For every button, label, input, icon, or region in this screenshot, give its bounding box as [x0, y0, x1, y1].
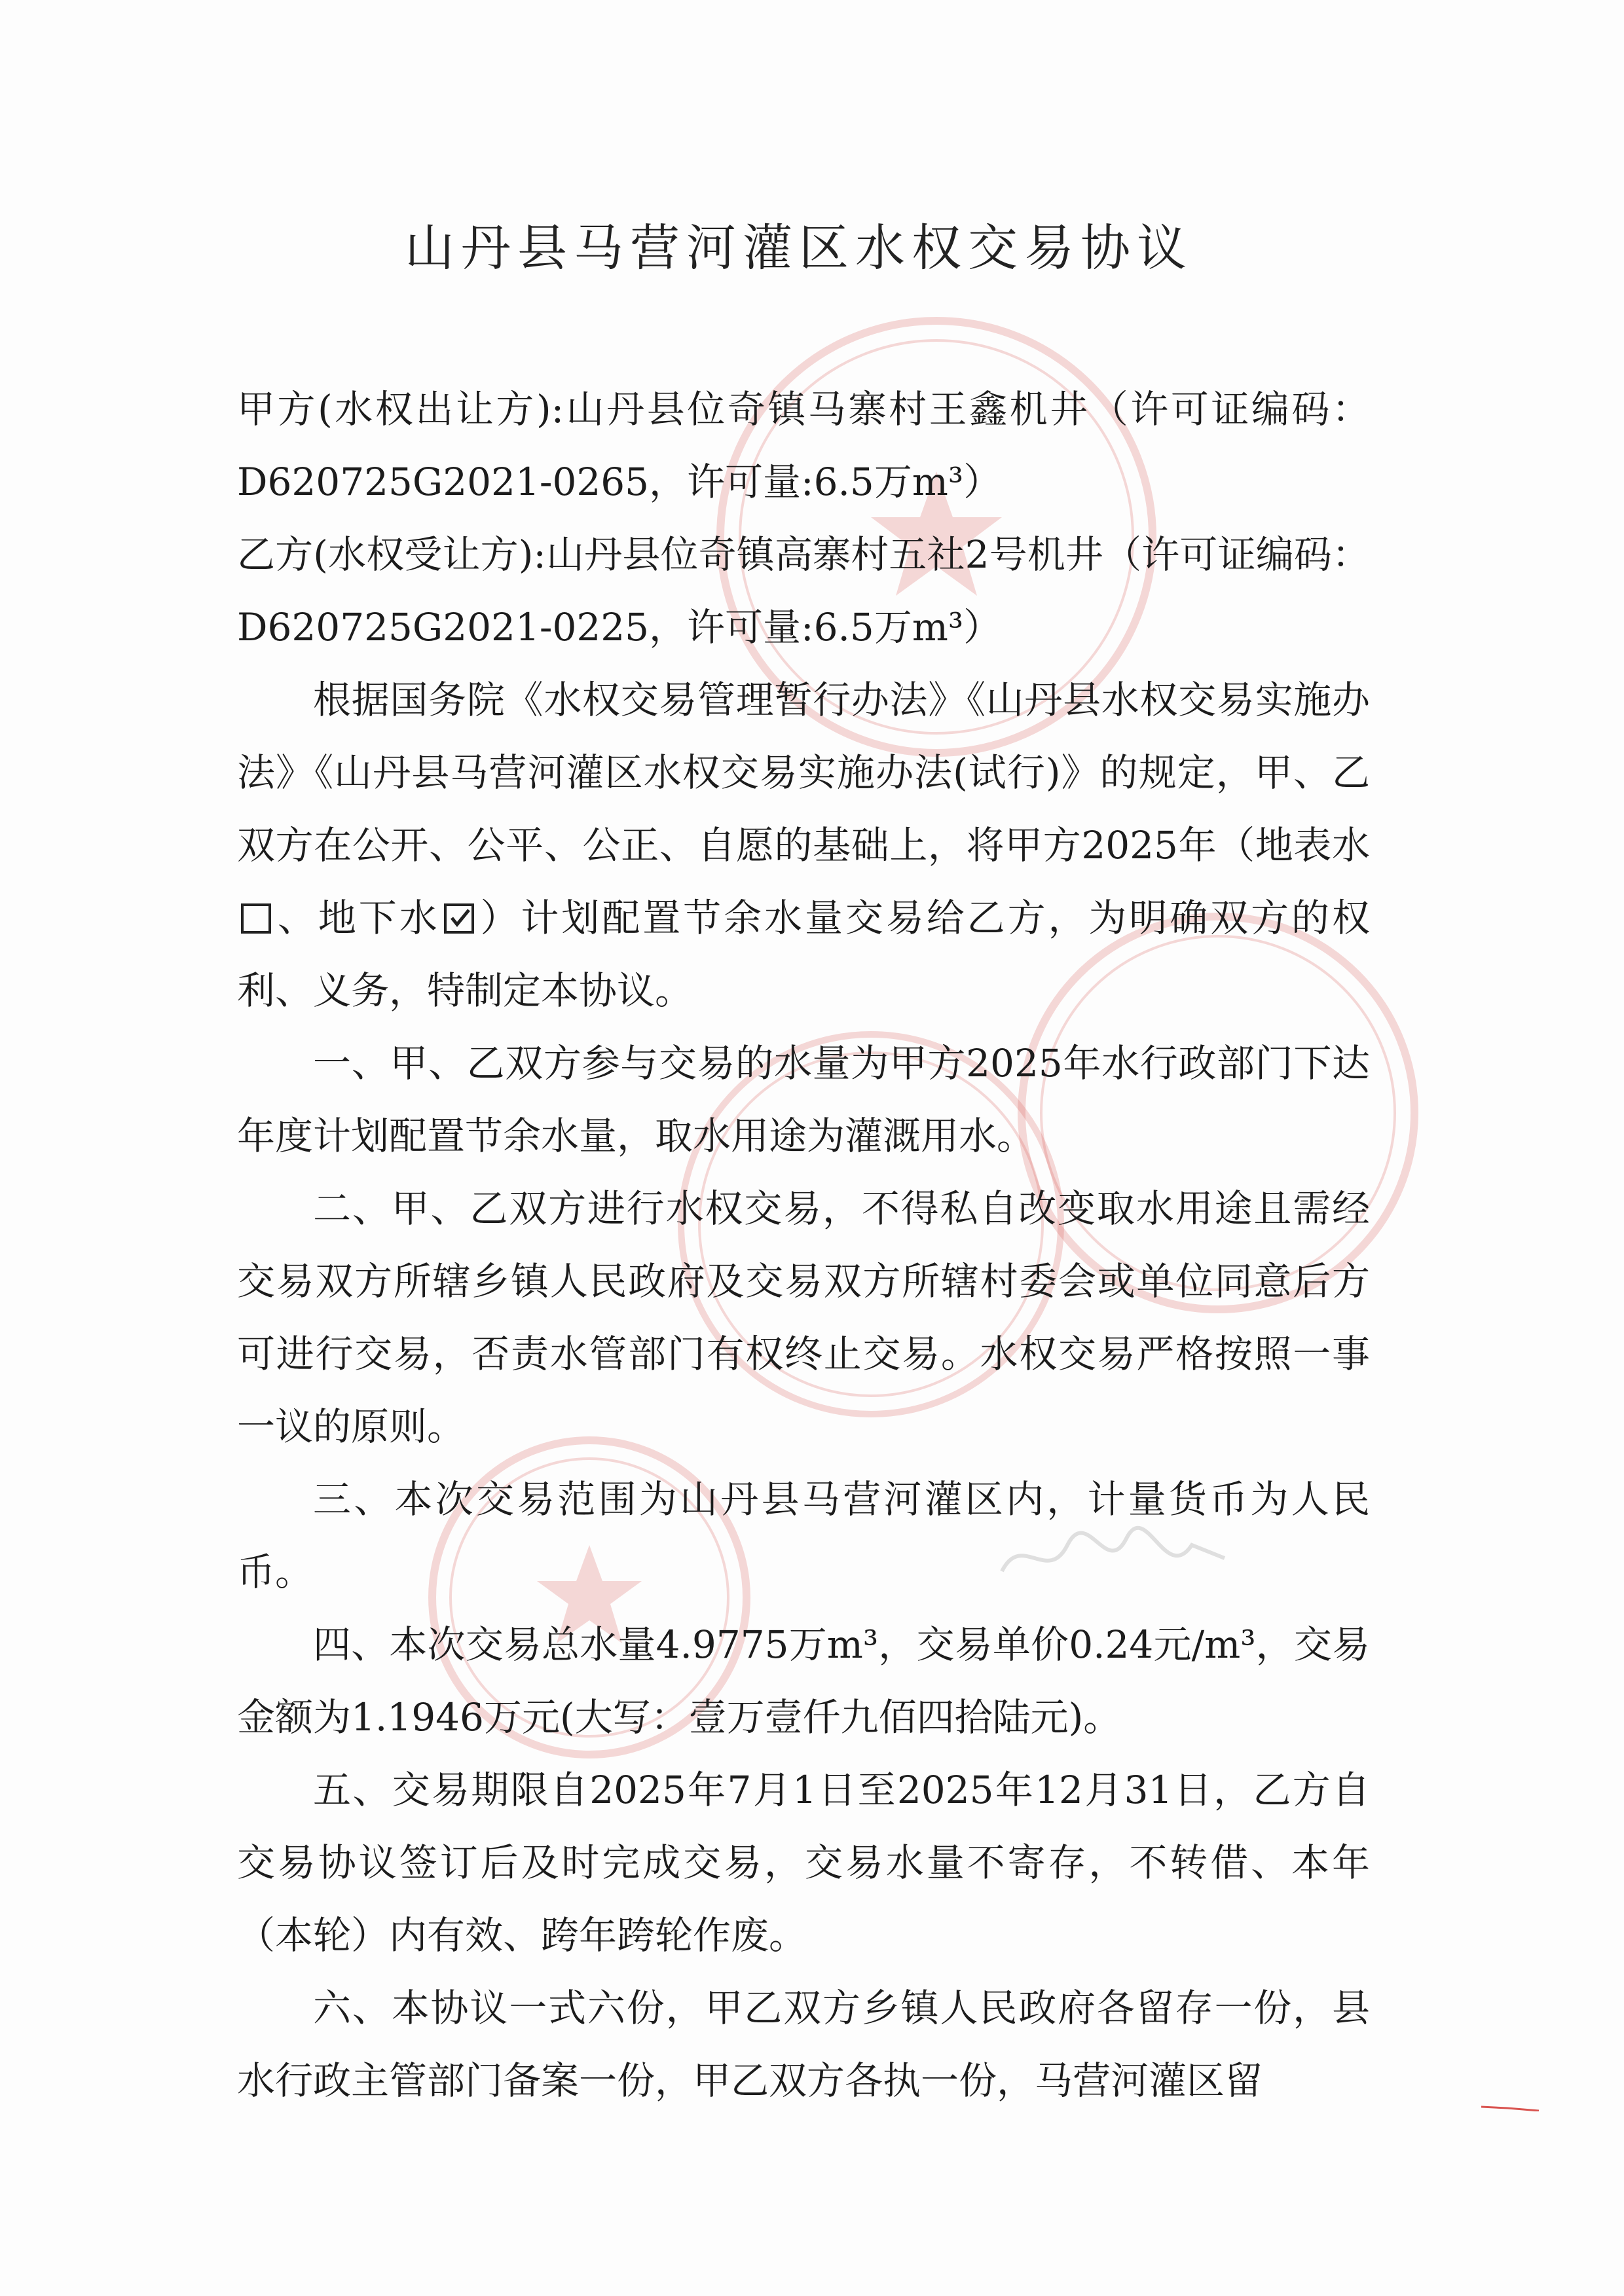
- clause-1: 一、甲、乙双方参与交易的水量为甲方2025年水行政部门下达年度计划配置节余水量，取水用途为灌溉用水。: [237, 1041, 1370, 1158]
- clause-2: 二、甲、乙双方进行水权交易，不得私自改变取水用途且需经交易双方所辖乡镇人民政府及交易双方所辖村委会或单位同意后方可进行交易，否责水管部门有权终止交易。水权交易严格按照一事一议的原则。: [237, 1186, 1370, 1449]
- clause-5: 五、交易期限自2025年7月1日至2025年12月31日，乙方自交易协议签订后及时完成交易，交易水量不寄存，不转借、本年（本轮）内有效、跨年跨轮作废。: [237, 1768, 1370, 1958]
- intro-text-middle: 、地下水: [275, 896, 440, 940]
- checkbox-empty-icon: [241, 903, 271, 934]
- party-a: 甲方(水权出让方):山丹县位奇镇马寨村王鑫机井（许可证编码：D620725G2021-0265，许可量:6.5万m³）: [237, 387, 1370, 504]
- red-ink-mark: [1481, 2105, 1540, 2111]
- document-title: 山丹县马营河灌区水权交易协议: [405, 219, 1193, 277]
- intro-text-before: 根据国务院《水权交易管理暂行办法》《山丹县水权交易实施办法》《山丹县马营河灌区水权交易实施办法(试行)》的规定，甲、乙双方在公开、公平、公正、自愿的基础上，将甲方2025年（地表水: [237, 678, 1370, 867]
- clause-3: 三、本次交易范围为山丹县马营河灌区内，计量货币为人民币。: [237, 1477, 1370, 1594]
- intro-paragraph: [237, 664, 1370, 1027]
- document-body: [237, 373, 1370, 2117]
- checkbox-checked-icon: [444, 903, 474, 934]
- intro-text-after: ）计划配置节余水量交易给乙方，为明确双方的权利、义务，特制定本协议。: [237, 896, 1370, 1013]
- party-b: 乙方(水权受让方):山丹县位奇镇高寨村五社2号机井（许可证编码：D620725G2021-0225，许可量:6.5万m³）: [237, 532, 1370, 649]
- clause-6: 六、本协议一式六份，甲乙双方乡镇人民政府各留存一份，县水行政主管部门备案一份，甲乙双方各执一份，马营河灌区留: [237, 1986, 1370, 2103]
- clause-4: 四、本次交易总水量4.9775万m³，交易单价0.24元/m³，交易金额为1.1946万元(大写：壹万壹仟九佰四拾陆元)。: [237, 1622, 1370, 1740]
